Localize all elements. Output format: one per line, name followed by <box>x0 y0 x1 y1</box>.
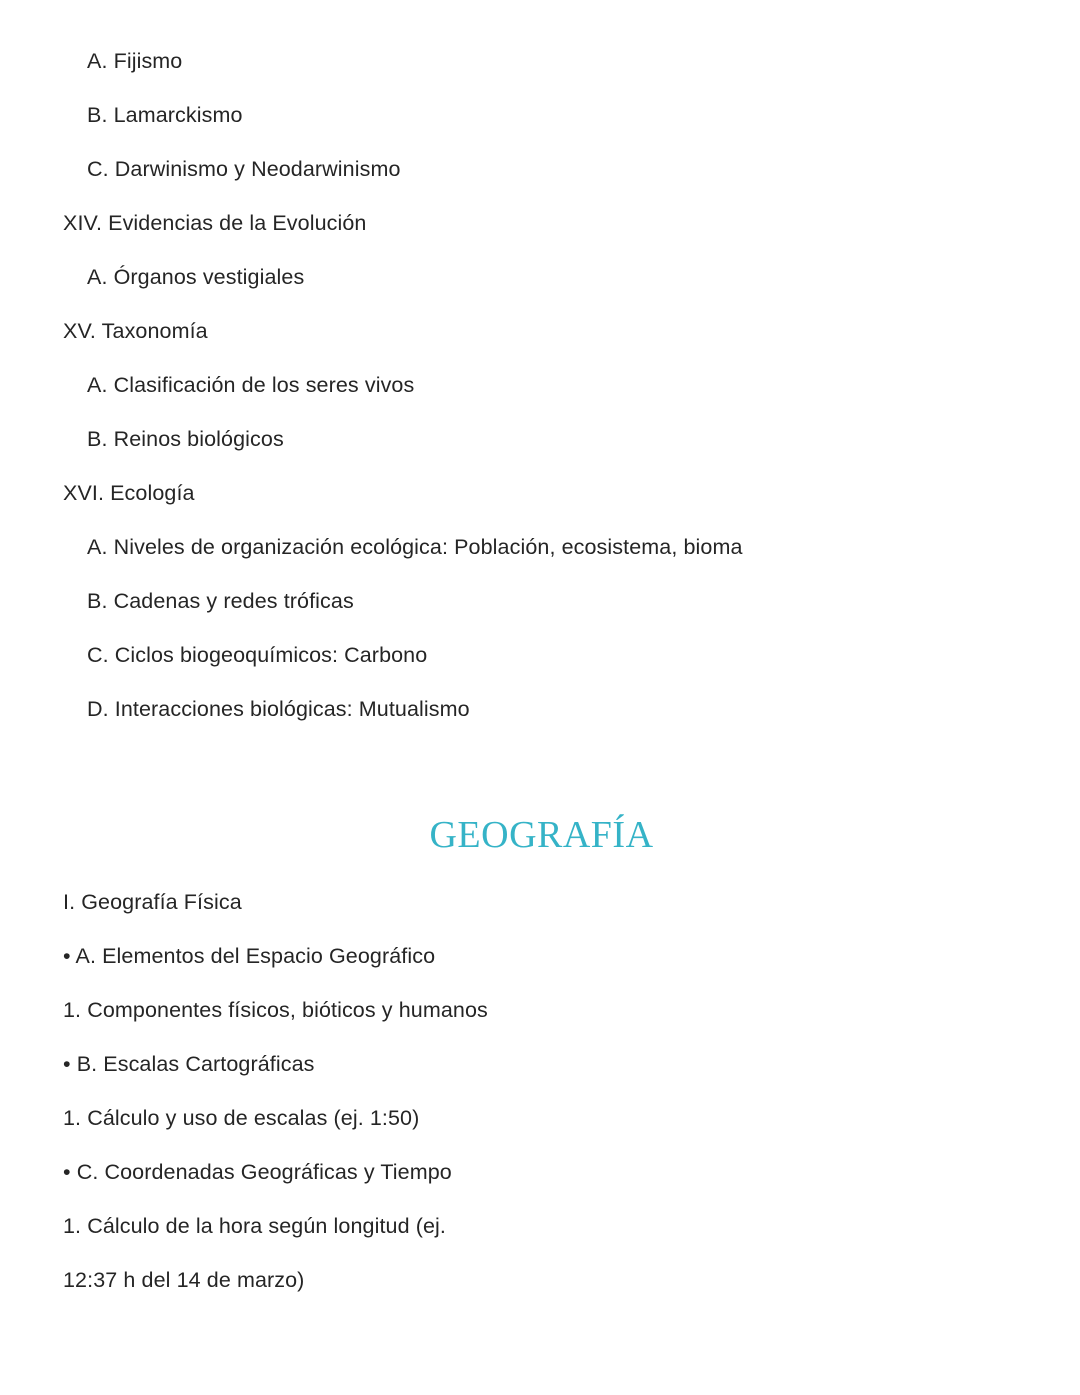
outline-item-fijismo: A. Fijismo <box>87 49 183 73</box>
outline-item-calculo-escalas: 1. Cálculo y uso de escalas (ej. 1:50) <box>63 1106 420 1130</box>
outline-item-lamarckismo: B. Lamarckismo <box>87 103 243 127</box>
outline-item-taxonomia: XV. Taxonomía <box>63 319 208 343</box>
outline-item-reinos-biologicos: B. Reinos biológicos <box>87 427 284 451</box>
outline-item-organos-vestigiales: A. Órganos vestigiales <box>87 265 305 289</box>
section-heading-geografia: GEOGRAFÍA <box>429 814 654 856</box>
outline-item-coordenadas-tiempo: • C. Coordenadas Geográficas y Tiempo <box>63 1160 452 1184</box>
outline-item-evidencias: XIV. Evidencias de la Evolución <box>63 211 367 235</box>
outline-item-darwinismo: C. Darwinismo y Neodarwinismo <box>87 157 401 181</box>
outline-item-cadenas-troficas: B. Cadenas y redes tróficas <box>87 589 354 613</box>
outline-item-interacciones: D. Interacciones biológicas: Mutualismo <box>87 697 470 721</box>
outline-item-clasificacion: A. Clasificación de los seres vivos <box>87 373 415 397</box>
outline-item-niveles-organizacion: A. Niveles de organización ecológica: Población, ecosistema, bioma <box>87 535 743 559</box>
outline-item-elementos-espacio: • A. Elementos del Espacio Geográfico <box>63 944 436 968</box>
outline-item-componentes: 1. Componentes físicos, bióticos y humanos <box>63 998 488 1022</box>
outline-item-hora-ejemplo: 12:37 h del 14 de marzo) <box>63 1268 305 1292</box>
outline-item-geografia-fisica: I. Geografía Física <box>63 890 242 914</box>
outline-item-ecologia: XVI. Ecología <box>63 481 195 505</box>
outline-item-calculo-hora: 1. Cálculo de la hora según longitud (ej. <box>63 1214 446 1238</box>
outline-item-escalas-cartograficas: • B. Escalas Cartográficas <box>63 1052 315 1076</box>
outline-item-ciclos-biogeoquimicos: C. Ciclos biogeoquímicos: Carbono <box>87 643 428 667</box>
